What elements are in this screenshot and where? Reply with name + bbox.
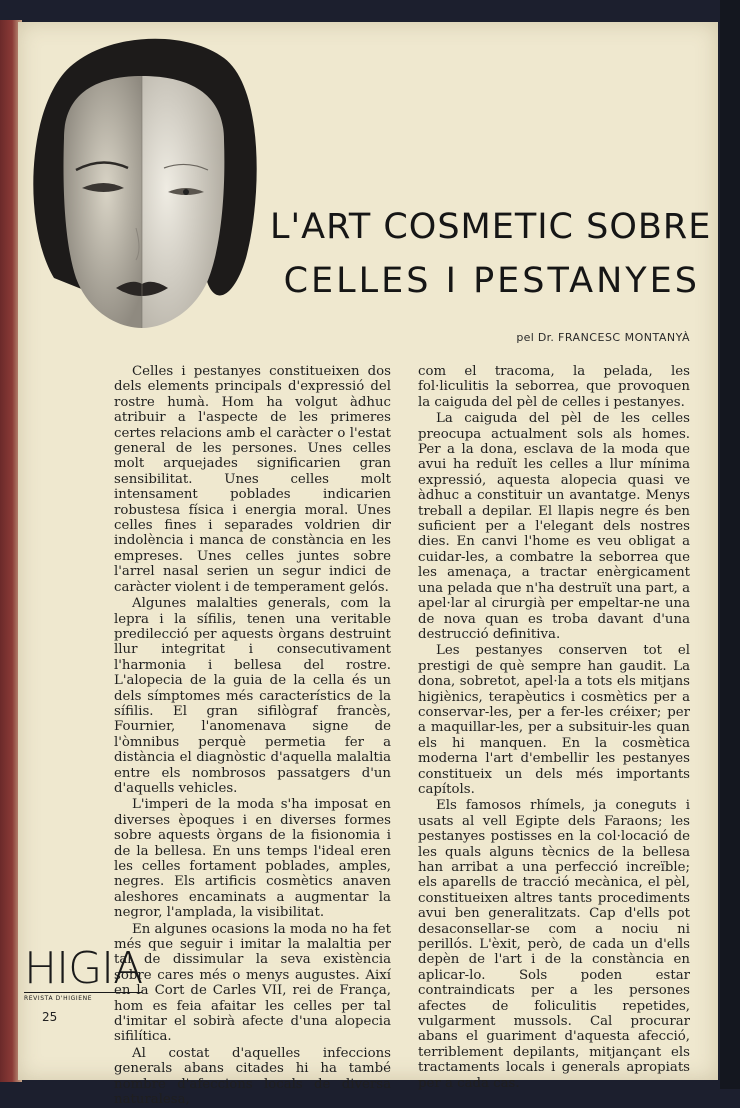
title-line-2: CELLES I PESTANYES [283, 261, 700, 301]
magazine-page [18, 22, 718, 1108]
portrait-photo [24, 28, 260, 340]
byline-prefix: pel Dr. [516, 331, 555, 344]
paragraph: Celles i pestanyes constitueixen dos dels elements principals d'expressió del rostre humà. Hom ha volgut àdhuc atribuir a l'aspecte de les primeres certes relacions amb el caràcter o l'estat general de les persones. Unes celles molt arquejades significarien gran sensibilitat. Unes celles molt intensament poblades indicarien robustesa física i energia moral. Unes celles fines i separades voldrien dir indolència i manca de constància en les empreses. Unes celles juntes sobre l'arrel nasal serien un segur indici de caràcter violent i de temperament gelós. [114, 364, 391, 595]
logo-wordmark: HIGIA [24, 943, 143, 994]
paragraph: Les pestanyes conserven tot el prestigi de què sempre han gaudit. La dona, sobretot, apel·la a tots els mitjans higiènics, terapèutics i cosmètics per a conservar-les, per a fer-les créixer; per a maquillar-les, per a subsituir-les quan els hi manquen. En la cosmètica moderna l'art d'embellir les pestanyes constitueix un dels més importants capítols. [418, 643, 690, 797]
paragraph: En algunes ocasions la moda no ha fet més que seguir i imitar la malaltia per tal de dissimular la seva existència sobre cares més o menys augustes. Així en la Cort de Carles VII, rei de França, hom es feia afaitar les celles per tal d'imitar el sobirà afecte d'una alopecia sifilítica. [114, 921, 391, 1045]
magazine-logo [24, 943, 143, 1006]
byline [458, 331, 690, 344]
paragraph: Algunes malalties generals, com la lepra i la sífilis, tenen una veritable predilecció per aquests òrgans destruint llur integritat i consecutivament l'harmonia i bellesa del rostre. L'alopecia de la guia de la cella és un dels símptomes més característics de la sífilis. El gran sifilògraf francès, Fournier, l'anomenava signe de l'òmnibus perquè permetia fer a distància el diagnòstic d'aquella malaltia entre els nombrosos passatgers d'un d'aquells vehicles. [114, 596, 391, 796]
paragraph: L'imperi de la moda s'ha imposat en diverses èpoques i en diverses formes sobre aquests òrgans de la fisionomia i de la bellesa. En uns temps l'ideal eren les celles fortament poblades, amples, negres. Els artificis cosmètics anaven aleshores encaminats a augmentar la negror, l'amplada, la visibilitat. [114, 797, 391, 921]
paragraph: Al costat d'aquelles infeccions generals abans citades hi ha també nombre d'afeccions locals de diversa naturalesa, [114, 1045, 391, 1108]
text-column-right [418, 364, 690, 1091]
page-number: 25 [42, 1010, 58, 1024]
paragraph: com el tracoma, la pelada, les fol·liculitis la seborrea, que provoquen la caiguda del pèl de celles i pestanyes. [418, 364, 690, 410]
text-column-left [114, 364, 391, 1108]
article-title [270, 200, 712, 308]
title-line-1: L'ART COSMETIC SOBRE [270, 207, 712, 247]
paragraph: La caiguda del pèl de les celles preocupa actualment sols als homes. Per a la dona, esclava de la moda que avui ha reduït les celles a llur mínima expressió, aquesta alopecia quasi ve àdhuc a constituir un avantatge. Menys treball a depilar. El llapis negre és ben suficient per a l'elegant dels nostres dies. En canvi l'home es veu obligat a cuidar-les, a combatre la seborrea que les amenaça, a tractar enèrgicament una pelada que n'ha destruït una part, a apel·lar al cirurgià per empeltar-ne una de nova quan es troba davant d'una destrucció definitiva. [418, 411, 690, 642]
scan-border [720, 0, 740, 1089]
paragraph: Els famosos rhímels, ja coneguts i usats al vell Egipte dels Faraons; les pestanyes postisses en la col·locació de les quals alguns tècnics de la bellesa han arribat a una perfecció increïble; els aparells de tracció mecànica, el pèl, constitueixen altres tants procediments avui ben generalitzats. Cap d'ells pot desaconsellar-se com a nociu ni perillós. L'èxit, però, de cada un d'ells depèn de l'art i de la constància en aplicar-lo. Sols poden estar contraindicats per a les persones afectes de foliculitis repetides, vulgarment mussols. Cal procurar abans el guariment d'aquesta afecció, terriblement depilants, mitjançant els tractaments locals i generals apropiats per a cada cas. [418, 798, 690, 1091]
author-name: FRANCESC MONTANYÀ [558, 331, 690, 344]
logo-subtitle: REVISTA D'HIGIENE [24, 995, 93, 1002]
